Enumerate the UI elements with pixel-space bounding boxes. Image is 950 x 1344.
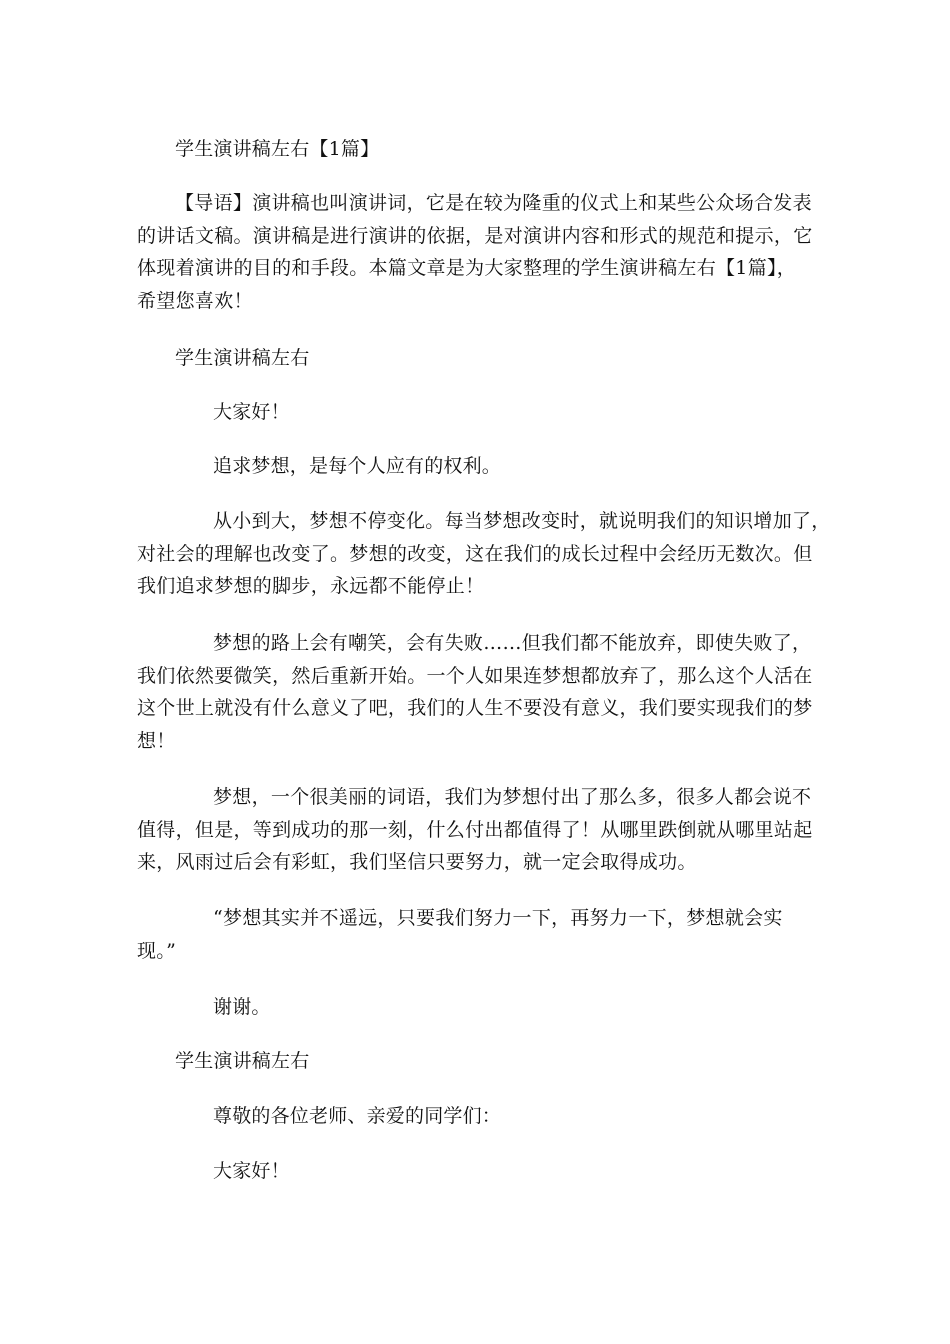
paragraph-line: 从小到大，梦想不停变化。每当梦想改变时，就说明我们的知识增加了， [213,510,831,532]
intro-line: 希望您喜欢！ [137,289,253,312]
thanks: 谢谢。 [213,996,271,1018]
greeting: 大家好！ [213,1160,290,1182]
paragraph-2 [137,505,831,603]
paragraph-line: “梦想其实并不遥远，只要我们努力一下，再努力一下，梦想就会实 [213,907,783,929]
intro-line: 的讲话文稿。演讲稿是进行演讲的依据，是对演讲内容和形式的规范和提示，它 [137,224,813,247]
paragraph-line: 现。” [137,939,177,962]
paragraph-line: 对社会的理解也改变了。梦想的改变，这在我们的成长过程中会经历无数次。但 [137,542,813,565]
section-heading: 学生演讲稿左右 [175,347,310,369]
salutation: 尊敬的各位老师、亲爱的同学们： [213,1105,502,1127]
paragraph-3 [137,627,817,757]
document-title: 学生演讲稿左右【1篇】 [175,138,380,160]
paragraph-line: 这个世上就没有什么意义了吧，我们的人生不要没有意义，我们要实现我们的梦 [137,697,813,719]
section-heading: 学生演讲稿左右 [175,1050,310,1072]
paragraph-line: 值得，但是，等到成功的那一刻，什么付出都值得了！从哪里跌倒就从哪里站起 [137,818,813,841]
intro-paragraph [137,187,817,317]
paragraph-line: 梦想，一个很美丽的词语，我们为梦想付出了那么多，很多人都会说不 [213,786,812,808]
intro-line: 【导语】演讲稿也叫演讲词，它是在较为隆重的仪式上和某些公众场合发表 [175,192,812,214]
paragraph-line: 梦想的路上会有嘲笑，会有失败……但我们都不能放弃，即使失败了， [213,632,812,654]
paragraph-1: 追求梦想，是每个人应有的权利。 [213,455,502,477]
greeting: 大家好！ [213,401,290,423]
paragraph-line: 来，风雨过后会有彩虹，我们坚信只要努力，就一定会取得成功。 [137,851,697,873]
paragraph-line: 想！ [137,729,176,752]
paragraph-line: 我们依然要微笑，然后重新开始。一个人如果连梦想都放弃了，那么这个人活在 [137,664,813,687]
paragraph-4 [137,781,817,879]
intro-line: 体现着演讲的目的和手段。本篇文章是为大家整理的学生演讲稿左右【1篇】， [137,257,797,279]
paragraph-5-quote [137,902,817,967]
paragraph-line: 我们追求梦想的脚步，永远都不能停止！ [137,575,485,597]
